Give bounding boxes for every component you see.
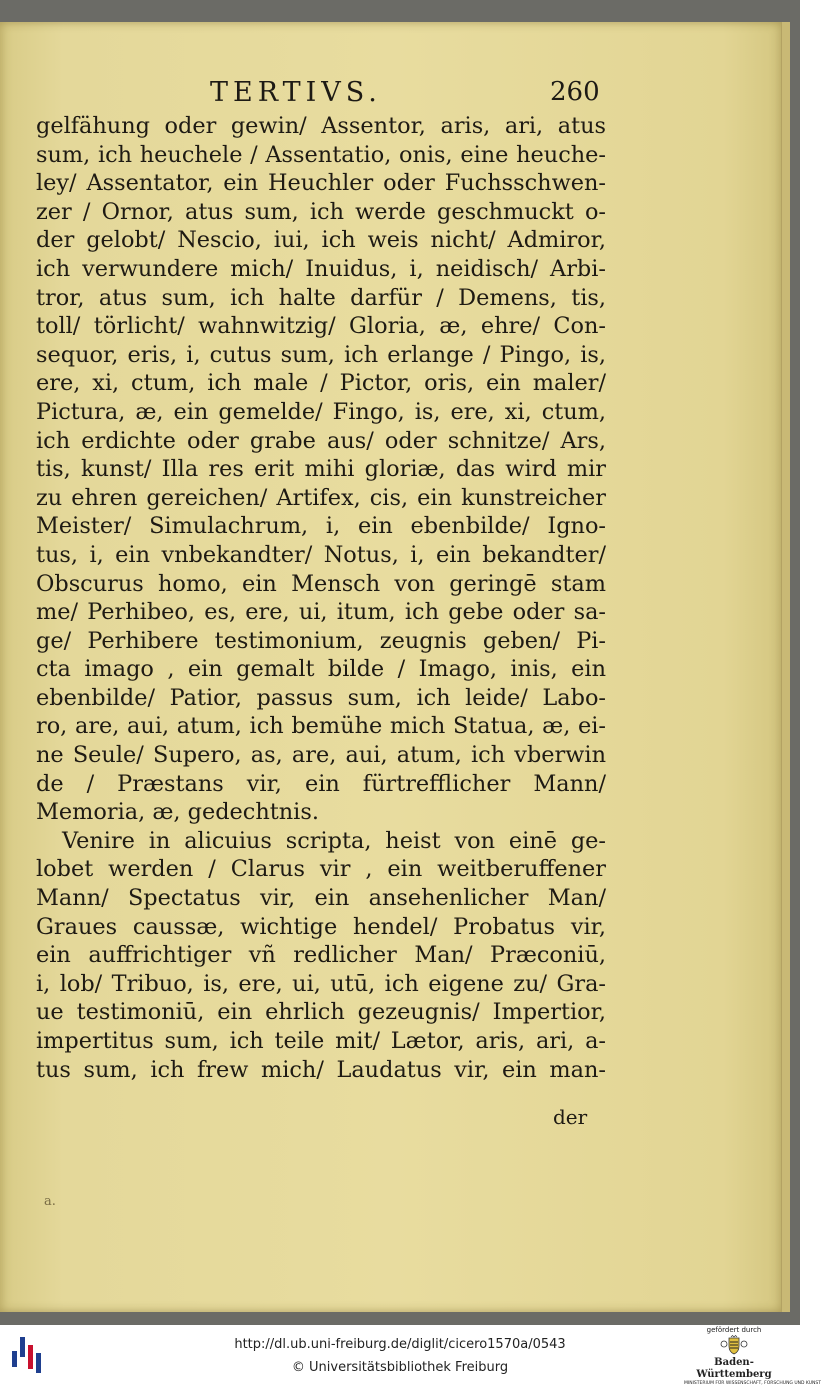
text-line: tus sum, ich frew mich/ Laudatus vir, ein man-	[36, 1056, 606, 1083]
text-line: ere, xi, ctum, ich male / Pictor, oris, ein maler/	[36, 370, 606, 397]
text-line: ich erdichte oder grabe aus/ oder schnitze/ Ars,	[36, 427, 606, 454]
text-line: gelfähung oder gewin/ Assentor, aris, ari, atus	[36, 113, 606, 139]
text-line: tror, atus sum, ich halte darfür / Demens, tis,	[36, 284, 606, 311]
text-line: tis, kunst/ Illa res erit mihi gloriæ, das wird mir	[36, 456, 606, 483]
page-edge	[781, 22, 790, 1312]
permalink-url[interactable]: http://dl.ub.uni-freiburg.de/diglit/cicero1570a/0543	[234, 1337, 566, 1352]
text-line: ebenbilde/ Patior, passus sum, ich leide/ Labo-	[36, 684, 606, 711]
text-line: me/ Perhibeo, es, ere, ui, itum, ich gebe oder sa-	[36, 599, 606, 626]
text-line: Venire in alicuius scripta, heist von einē ge-	[62, 827, 606, 854]
coat-of-arms-icon	[719, 1335, 749, 1357]
running-head: TERTIVS.	[210, 77, 382, 108]
text-line: Pictura, æ, ein gemelde/ Fingo, is, ere, xi, ctum,	[36, 398, 606, 425]
text-block	[36, 112, 606, 1084]
text-line: ich verwundere mich/ Inuidus, i, neidisch/ Arbi-	[36, 255, 606, 282]
text-line: de / Præstans vir, ein fürtrefflicher Mann/	[36, 770, 606, 797]
copyright-notice: © Universitätsbibliothek Freiburg	[291, 1360, 509, 1375]
text-line: i, lob/ Tribuo, is, ere, ui, utū, ich eigene zu/ Gra-	[36, 970, 606, 997]
folio-number: 260	[550, 77, 600, 107]
sponsor-ministry: MINISTERIUM FÜR WISSENSCHAFT, FORSCHUNG UND KUNST	[684, 1381, 821, 1386]
text-line: Obscurus homo, ein Mensch von geringē stam	[36, 570, 606, 597]
text-line: ne Seule/ Supero, as, are, aui, atum, ich vberwin	[36, 742, 606, 769]
text-line: impertitus sum, ich teile mit/ Lætor, aris, ari, a-	[36, 1028, 606, 1054]
text-line: cta imago , ein gemalt bilde / Imago, inis, ein	[36, 656, 606, 683]
text-line: sequor, eris, i, cutus sum, ich erlange / Pingo, is,	[36, 341, 606, 368]
book-page	[0, 22, 786, 1312]
text-line: sum, ich heuchele / Assentatio, onis, eine heuche-	[36, 141, 606, 168]
text-line: ue testimoniū, ein ehrlich gezeugnis/ Impertior,	[36, 999, 606, 1026]
text-line: Memoria, æ, gedechtnis.	[36, 799, 319, 826]
sponsor-name: Baden-Württemberg	[696, 1357, 772, 1380]
footer-bar	[0, 1325, 821, 1386]
text-line: ro, are, aui, atum, ich bemühe mich Statua, æ, ei-	[36, 713, 606, 740]
sponsor-block	[684, 1326, 821, 1387]
text-line: der gelobt/ Nescio, iui, ich weis nicht/ Admiror,	[36, 227, 606, 254]
text-line: Meister/ Simulachrum, i, ein ebenbilde/ Igno-	[36, 513, 606, 540]
text-line: toll/ törlicht/ wahnwitzig/ Gloria, æ, ehre/ Con-	[36, 313, 606, 340]
margin-mark: a.	[44, 1194, 56, 1209]
text-line: zu ehren gereichen/ Artifex, cis, ein kunstreicher	[36, 484, 606, 511]
text-line: Mann/ Spectatus vir, ein ansehenlicher Man/	[36, 885, 606, 912]
text-line: tus, i, ein vnbekandter/ Notus, i, ein bekandter/	[36, 541, 606, 568]
text-line: ge/ Perhibere testimonium, zeugnis geben/ Pi-	[36, 627, 606, 654]
text-line: ley/ Assentator, ein Heuchler oder Fuchsschwen-	[36, 170, 606, 197]
text-line: zer / Ornor, atus sum, ich werde geschmuckt o-	[36, 198, 606, 225]
text-line: Graues caussæ, wichtige hendel/ Probatus vir,	[36, 913, 606, 940]
text-line: ein auffrichtiger vñ redlicher Man/ Præconiū,	[36, 942, 606, 969]
text-line: lobet werden / Clarus vir , ein weitberuffener	[36, 856, 606, 883]
catchword: der	[553, 1105, 588, 1129]
sponsor-label: gefördert durch	[706, 1326, 762, 1334]
